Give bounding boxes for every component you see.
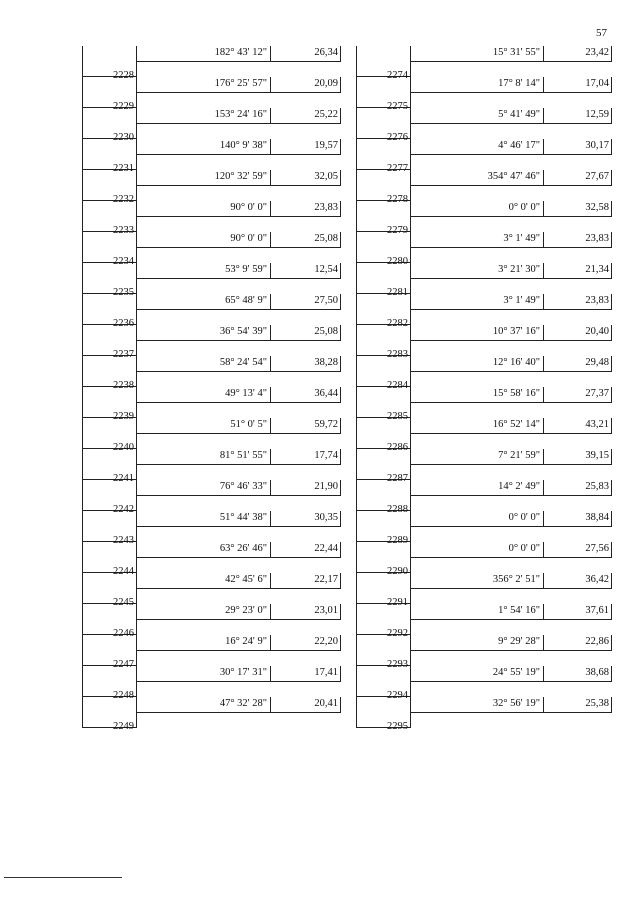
angle-value: 120° 32' 59" <box>137 170 271 186</box>
distance-value: 36,44 <box>271 387 341 403</box>
table-row <box>357 635 612 670</box>
point-number: 2292 <box>387 628 408 639</box>
distance-value: 37,61 <box>544 604 612 620</box>
angle-value: 7° 21' 59" <box>411 449 544 465</box>
point-number: 2231 <box>113 163 134 174</box>
distance-value: 27,56 <box>544 542 612 558</box>
point-number: 2286 <box>387 442 408 453</box>
table-row <box>357 325 612 360</box>
point-cell <box>83 542 137 577</box>
table-row <box>357 604 612 639</box>
point-cell <box>357 263 411 298</box>
point-number: 2248 <box>113 690 134 701</box>
table-row <box>357 46 612 81</box>
angle-value: 4° 46' 17" <box>411 139 544 155</box>
point-cell <box>83 666 137 701</box>
point-cell <box>357 294 411 329</box>
distance-value: 39,15 <box>544 449 612 465</box>
point-cell <box>357 511 411 546</box>
table-row <box>357 77 612 112</box>
angle-value: 49° 13' 4" <box>137 387 271 403</box>
point-number: 2237 <box>113 349 134 360</box>
distance-value: 38,84 <box>544 511 612 527</box>
distance-value: 23,83 <box>271 201 341 217</box>
angle-value: 140° 9' 38" <box>137 139 271 155</box>
angle-value: 51° 44' 38" <box>137 511 271 527</box>
distance-value: 32,05 <box>271 170 341 186</box>
point-cell <box>357 449 411 484</box>
left-table <box>82 46 341 732</box>
table-row <box>83 387 341 422</box>
point-cell <box>83 387 137 422</box>
table-row <box>357 387 612 422</box>
point-cell <box>83 480 137 515</box>
point-number: 2234 <box>113 256 134 267</box>
angle-value: 53° 9' 59" <box>137 263 271 279</box>
right-table <box>356 46 612 732</box>
point-number: 2238 <box>113 380 134 391</box>
table-row <box>357 108 612 143</box>
table-row <box>357 511 612 546</box>
table-row <box>357 139 612 174</box>
table-row <box>83 635 341 670</box>
table-row <box>357 232 612 267</box>
table-row <box>357 666 612 701</box>
angle-value: 65° 48' 9" <box>137 294 271 310</box>
table-row <box>83 480 341 515</box>
distance-value: 23,83 <box>544 232 612 248</box>
point-cell <box>357 356 411 391</box>
point-number: 2287 <box>387 473 408 484</box>
table-row <box>83 170 341 205</box>
distance-value: 25,22 <box>271 108 341 124</box>
angle-value: 29° 23' 0" <box>137 604 271 620</box>
angle-value: 76° 46' 33" <box>137 480 271 496</box>
table-row <box>83 542 341 577</box>
distance-value: 12,59 <box>544 108 612 124</box>
table-row <box>83 263 341 298</box>
distance-value: 20,40 <box>544 325 612 341</box>
angle-value: 51° 0' 5" <box>137 418 271 434</box>
angle-value: 5° 41' 49" <box>411 108 544 124</box>
point-number: 2239 <box>113 411 134 422</box>
table-row <box>357 263 612 298</box>
table-row <box>83 232 341 267</box>
point-cell <box>357 46 411 81</box>
table-row <box>83 511 341 546</box>
point-number: 2289 <box>387 535 408 546</box>
point-cell <box>357 387 411 422</box>
point-number: 2295 <box>387 721 408 732</box>
table-row <box>83 697 341 732</box>
point-number: 2233 <box>113 225 134 236</box>
angle-value: 58° 24' 54" <box>137 356 271 372</box>
angle-value: 153° 24' 16" <box>137 108 271 124</box>
table-row <box>357 697 612 732</box>
distance-value: 27,67 <box>544 170 612 186</box>
point-number: 2288 <box>387 504 408 515</box>
point-number: 2291 <box>387 597 408 608</box>
distance-value: 23,01 <box>271 604 341 620</box>
angle-value: 90° 0' 0" <box>137 232 271 248</box>
point-cell <box>357 139 411 174</box>
angle-value: 0° 0' 0" <box>411 201 544 217</box>
point-number: 2284 <box>387 380 408 391</box>
point-cell <box>357 418 411 453</box>
distance-value: 12,54 <box>271 263 341 279</box>
point-cell <box>83 139 137 174</box>
table-row <box>357 542 612 577</box>
angle-value: 0° 0' 0" <box>411 511 544 527</box>
distance-value: 59,72 <box>271 418 341 434</box>
distance-value: 27,50 <box>271 294 341 310</box>
distance-value: 23,83 <box>544 294 612 310</box>
point-cell <box>357 77 411 112</box>
point-cell <box>357 480 411 515</box>
distance-value: 17,04 <box>544 77 612 93</box>
angle-value: 0° 0' 0" <box>411 542 544 558</box>
angle-value: 36° 54' 39" <box>137 325 271 341</box>
table-row <box>83 46 341 81</box>
point-cell <box>83 604 137 639</box>
distance-value: 22,17 <box>271 573 341 589</box>
distance-value: 19,57 <box>271 139 341 155</box>
angle-value: 176° 25' 57" <box>137 77 271 93</box>
table-row <box>83 294 341 329</box>
distance-value: 23,42 <box>544 46 612 62</box>
table-row <box>83 356 341 391</box>
distance-value: 36,42 <box>544 573 612 589</box>
point-number: 2276 <box>387 132 408 143</box>
point-cell <box>83 511 137 546</box>
angle-value: 90° 0' 0" <box>137 201 271 217</box>
point-number: 2228 <box>113 70 134 81</box>
distance-value: 21,90 <box>271 480 341 496</box>
table-row <box>357 170 612 205</box>
table-row <box>357 573 612 608</box>
point-cell <box>357 604 411 639</box>
point-number: 2243 <box>113 535 134 546</box>
point-number: 2280 <box>387 256 408 267</box>
point-cell <box>83 170 137 205</box>
point-cell <box>83 418 137 453</box>
point-cell <box>83 108 137 143</box>
point-cell <box>83 573 137 608</box>
distance-value: 25,08 <box>271 232 341 248</box>
point-cell <box>357 666 411 701</box>
point-cell <box>83 294 137 329</box>
point-cell <box>83 635 137 670</box>
angle-value: 16° 52' 14" <box>411 418 544 434</box>
point-number: 2241 <box>113 473 134 484</box>
distance-value: 17,74 <box>271 449 341 465</box>
table-row <box>83 573 341 608</box>
page-number: 57 <box>596 27 607 39</box>
angle-value: 3° 21' 30" <box>411 263 544 279</box>
table-row <box>357 480 612 515</box>
point-cell <box>83 697 137 732</box>
distance-value: 22,20 <box>271 635 341 651</box>
angle-value: 14° 2' 49" <box>411 480 544 496</box>
distance-value: 43,21 <box>544 418 612 434</box>
point-number: 2240 <box>113 442 134 453</box>
distance-value: 22,44 <box>271 542 341 558</box>
table-row <box>83 418 341 453</box>
angle-value: 24° 55' 19" <box>411 666 544 682</box>
angle-value: 47° 32' 28" <box>137 697 271 713</box>
angle-value: 15° 31' 55" <box>411 46 544 62</box>
distance-value: 20,41 <box>271 697 341 713</box>
point-number: 2247 <box>113 659 134 670</box>
angle-value: 30° 17' 31" <box>137 666 271 682</box>
angle-value: 42° 45' 6" <box>137 573 271 589</box>
point-number: 2244 <box>113 566 134 577</box>
point-cell <box>357 573 411 608</box>
point-number: 2290 <box>387 566 408 577</box>
angle-value: 12° 16' 40" <box>411 356 544 372</box>
table-row <box>357 201 612 236</box>
point-cell <box>83 46 137 81</box>
table-row <box>83 201 341 236</box>
point-cell <box>83 325 137 360</box>
table-row <box>83 666 341 701</box>
point-cell <box>83 201 137 236</box>
angle-value: 16° 24' 9" <box>137 635 271 651</box>
point-cell <box>83 356 137 391</box>
point-cell <box>83 77 137 112</box>
distance-value: 25,08 <box>271 325 341 341</box>
angle-value: 9° 29' 28" <box>411 635 544 651</box>
point-cell <box>83 263 137 298</box>
point-number: 2229 <box>113 101 134 112</box>
distance-value: 26,34 <box>271 46 341 62</box>
point-number: 2230 <box>113 132 134 143</box>
angle-value: 354° 47' 46" <box>411 170 544 186</box>
point-number: 2249 <box>113 721 134 732</box>
table-row <box>83 139 341 174</box>
distance-value: 30,35 <box>271 511 341 527</box>
angle-value: 81° 51' 55" <box>137 449 271 465</box>
point-number: 2274 <box>387 70 408 81</box>
distance-value: 29,48 <box>544 356 612 372</box>
angle-value: 1° 54' 16" <box>411 604 544 620</box>
point-cell <box>83 232 137 267</box>
distance-value: 25,83 <box>544 480 612 496</box>
angle-value: 356° 2' 51" <box>411 573 544 589</box>
distance-value: 25,38 <box>544 697 612 713</box>
point-cell <box>357 232 411 267</box>
point-number: 2235 <box>113 287 134 298</box>
distance-value: 21,34 <box>544 263 612 279</box>
angle-value: 10° 37' 16" <box>411 325 544 341</box>
point-number: 2242 <box>113 504 134 515</box>
point-number: 2282 <box>387 318 408 329</box>
table-row <box>357 418 612 453</box>
point-cell <box>357 170 411 205</box>
footer-line <box>4 877 122 878</box>
angle-value: 32° 56' 19" <box>411 697 544 713</box>
distance-value: 17,41 <box>271 666 341 682</box>
point-cell <box>357 325 411 360</box>
distance-value: 32,58 <box>544 201 612 217</box>
point-cell <box>357 635 411 670</box>
point-cell <box>83 449 137 484</box>
point-number: 2246 <box>113 628 134 639</box>
point-cell <box>357 108 411 143</box>
angle-value: 182° 43' 12" <box>137 46 271 62</box>
point-cell <box>357 697 411 732</box>
angle-value: 15° 58' 16" <box>411 387 544 403</box>
distance-value: 30,17 <box>544 139 612 155</box>
angle-value: 17° 8' 14" <box>411 77 544 93</box>
point-number: 2294 <box>387 690 408 701</box>
point-number: 2285 <box>387 411 408 422</box>
point-number: 2277 <box>387 163 408 174</box>
distance-value: 20,09 <box>271 77 341 93</box>
table-row <box>357 294 612 329</box>
point-number: 2279 <box>387 225 408 236</box>
table-row <box>357 449 612 484</box>
table-row <box>83 108 341 143</box>
table-row <box>357 356 612 391</box>
table-row <box>83 604 341 639</box>
distance-value: 27,37 <box>544 387 612 403</box>
point-number: 2245 <box>113 597 134 608</box>
point-number: 2275 <box>387 101 408 112</box>
angle-value: 3° 1' 49" <box>411 232 544 248</box>
point-number: 2278 <box>387 194 408 205</box>
angle-value: 63° 26' 46" <box>137 542 271 558</box>
point-number: 2236 <box>113 318 134 329</box>
table-row <box>83 77 341 112</box>
table-row <box>83 325 341 360</box>
point-cell <box>357 542 411 577</box>
point-number: 2232 <box>113 194 134 205</box>
distance-value: 22,86 <box>544 635 612 651</box>
point-cell <box>357 201 411 236</box>
table-row <box>83 449 341 484</box>
distance-value: 38,68 <box>544 666 612 682</box>
point-number: 2281 <box>387 287 408 298</box>
point-number: 2283 <box>387 349 408 360</box>
angle-value: 3° 1' 49" <box>411 294 544 310</box>
point-number: 2293 <box>387 659 408 670</box>
distance-value: 38,28 <box>271 356 341 372</box>
